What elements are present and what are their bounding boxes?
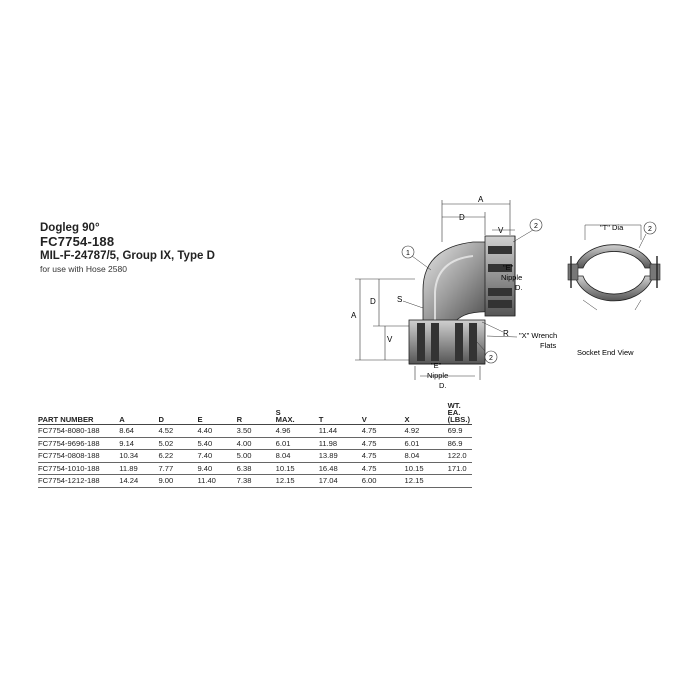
table-cell: FC7754-8080-188: [38, 425, 117, 438]
table-cell: 9.00: [156, 475, 195, 488]
dim-d-top: D: [459, 213, 465, 222]
table-cell: 4.75: [360, 425, 403, 438]
table-cell: 10.34: [117, 450, 156, 463]
table-cell: 171.0: [446, 462, 472, 475]
table-row: [38, 437, 472, 450]
e-nipple-bot-2: Nipple: [427, 371, 449, 380]
table-cell: 7.38: [235, 475, 274, 488]
table-cell: 6.00: [360, 475, 403, 488]
col-header: A: [117, 402, 156, 425]
table-cell: 10.15: [274, 462, 317, 475]
table-cell: 9.40: [195, 462, 234, 475]
table-cell: 4.40: [195, 425, 234, 438]
table-cell: 6.01: [403, 437, 446, 450]
table-cell: 10.15: [403, 462, 446, 475]
col-header: S MAX.: [274, 402, 317, 425]
callout-2: 2: [534, 223, 538, 230]
col-header: V: [360, 402, 403, 425]
table-cell: [446, 475, 472, 488]
e-nipple-top-3: D.: [515, 283, 523, 292]
table-cell: 8.04: [274, 450, 317, 463]
col-header: T: [317, 402, 360, 425]
callout-1: 1: [406, 250, 410, 257]
dim-v-side: V: [387, 335, 393, 344]
table-cell: 5.00: [235, 450, 274, 463]
socket-end-view-label: Socket End View: [577, 348, 634, 357]
table-cell: FC7754-1010-188: [38, 462, 117, 475]
dim-v-top: V: [498, 226, 504, 235]
e-nipple-top-1: "E": [503, 263, 514, 272]
table-cell: 4.00: [235, 437, 274, 450]
table-cell: 12.15: [274, 475, 317, 488]
x-wrench-1: "X" Wrench: [519, 331, 558, 340]
col-header: E: [195, 402, 234, 425]
product-hose-note: for use with Hose 2580: [40, 264, 127, 274]
e-nipple-bot-1: "E": [431, 361, 442, 370]
table-cell: 9.14: [117, 437, 156, 450]
table-cell: FC7754-9696-188: [38, 437, 117, 450]
table-cell: 6.38: [235, 462, 274, 475]
dim-s: S: [397, 295, 403, 304]
table-cell: 14.24: [117, 475, 156, 488]
table-cell: 5.40: [195, 437, 234, 450]
table-row: [38, 475, 472, 488]
table-cell: 4.96: [274, 425, 317, 438]
table-cell: 5.02: [156, 437, 195, 450]
table-cell: 8.04: [403, 450, 446, 463]
dogleg-technical-drawing: [345, 190, 665, 400]
bottom-socket: [409, 320, 485, 364]
table-cell: 11.44: [317, 425, 360, 438]
table-cell: 69.9: [446, 425, 472, 438]
table-cell: 16.48: [317, 462, 360, 475]
elbow-body: [423, 242, 493, 325]
col-header: X: [403, 402, 446, 425]
table-cell: 4.75: [360, 437, 403, 450]
table-cell: 86.9: [446, 437, 472, 450]
dim-d-side: D: [370, 297, 376, 306]
x-wrench-2: Flats: [540, 341, 557, 350]
table-cell: 122.0: [446, 450, 472, 463]
table-cell: 12.15: [403, 475, 446, 488]
table-cell: 7.77: [156, 462, 195, 475]
table-cell: 4.75: [360, 450, 403, 463]
table-cell: 13.89: [317, 450, 360, 463]
specifications-table: [38, 402, 472, 488]
col-header: WT. EA. (LBS.): [447, 401, 470, 424]
e-nipple-top-2: Nipple: [501, 273, 523, 282]
table-row: [38, 462, 472, 475]
table-row: [38, 425, 472, 438]
table-cell: 6.22: [156, 450, 195, 463]
table-cell: FC7754-1212-188: [38, 475, 117, 488]
table-cell: FC7754-0808-188: [38, 450, 117, 463]
table-cell: 4.52: [156, 425, 195, 438]
t-dia-label: "T" Dia: [600, 223, 624, 232]
dim-r: R: [503, 329, 509, 338]
col-header: R: [235, 402, 274, 425]
table-cell: 4.75: [360, 462, 403, 475]
table-cell: 11.40: [195, 475, 234, 488]
table-cell: 6.01: [274, 437, 317, 450]
dim-a-side: A: [351, 311, 357, 320]
product-spec: MIL-F-24787/5, Group IX, Type D: [40, 250, 215, 262]
table-cell: 11.89: [117, 462, 156, 475]
table-cell: 4.92: [403, 425, 446, 438]
callout-2c: 2: [648, 226, 652, 233]
table-cell: 3.50: [235, 425, 274, 438]
socket-end-view: [568, 225, 660, 310]
callout-2b: 2: [489, 355, 493, 362]
table-header-row: [38, 402, 472, 425]
table-cell: 7.40: [195, 450, 234, 463]
product-title-block: [40, 222, 215, 275]
table-cell: 8.64: [117, 425, 156, 438]
col-header: PART NUMBER: [38, 402, 117, 425]
e-nipple-bot-3: D.: [439, 381, 447, 390]
product-name: Dogleg 90°: [40, 222, 100, 234]
product-part-series: FC7754-188: [40, 234, 115, 249]
table-cell: 17.04: [317, 475, 360, 488]
table-cell: 11.98: [317, 437, 360, 450]
dim-a-top: A: [478, 195, 484, 204]
table-row: [38, 450, 472, 463]
col-header: D: [156, 402, 195, 425]
